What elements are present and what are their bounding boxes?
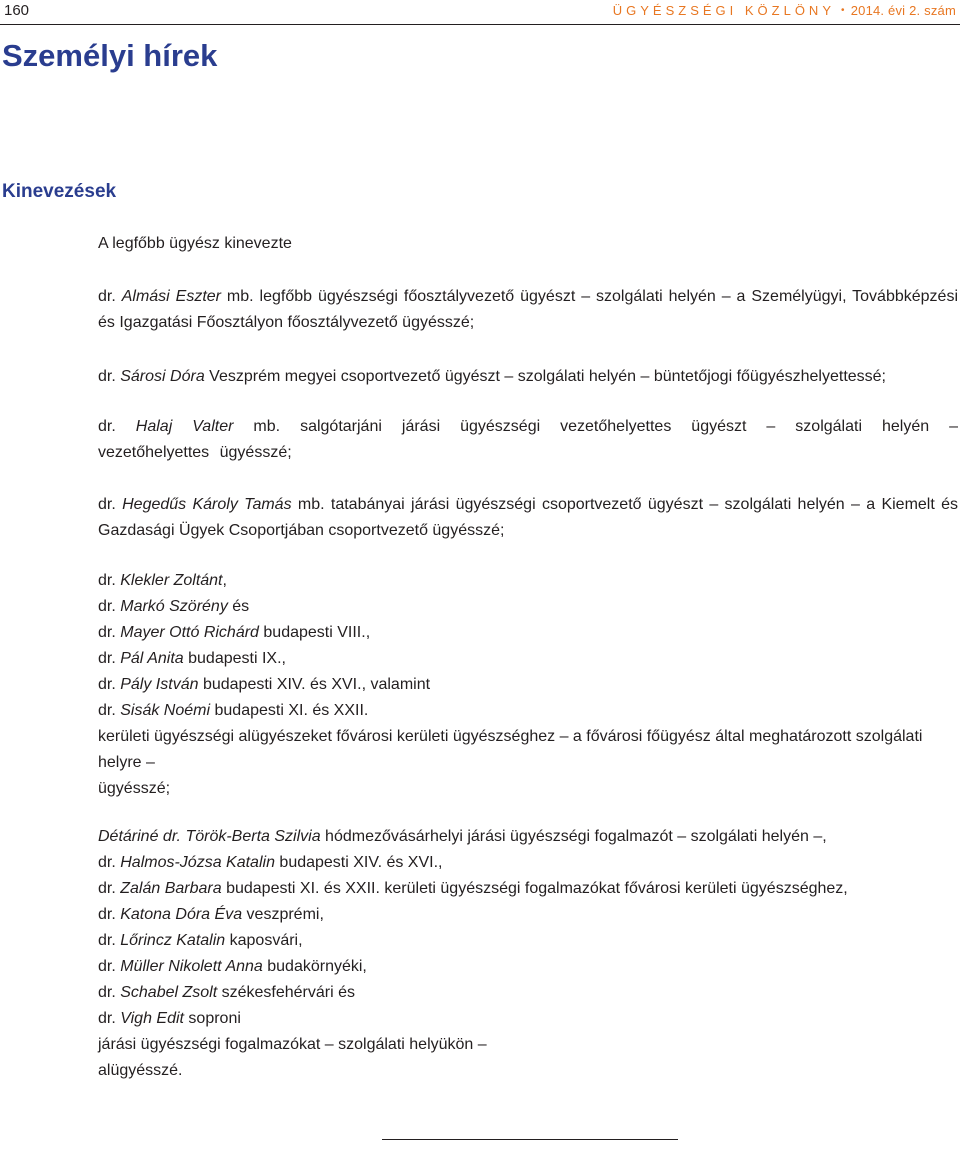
item-text: veszprémi,	[242, 906, 324, 923]
group-closing-result: alügyésszé.	[98, 1062, 183, 1079]
person-name: Pál Anita	[120, 650, 184, 667]
bullet-separator: •	[841, 5, 845, 16]
list-item	[98, 646, 958, 672]
page-number: 160	[4, 2, 30, 19]
person-name: Markó Szörény	[120, 598, 228, 615]
item-text: budapesti XI. és XXII. kerületi ügyészségi fogalmazókat fővárosi kerületi ügyészséghez,	[221, 880, 848, 897]
person-name: Hegedűs Károly Tamás	[122, 496, 292, 513]
appointment-paragraph-3	[98, 414, 958, 466]
item-text: hódmezővásárhelyi járási ügyészségi fogalmazót – szolgálati helyén –,	[320, 828, 827, 845]
person-name: Sárosi Dóra	[120, 368, 205, 385]
item-text: ,	[222, 572, 227, 589]
group-closing-text: járási ügyészségi fogalmazókat – szolgálati helyükön –	[98, 1036, 487, 1053]
list-item	[98, 980, 958, 1006]
person-name: Halmos-Józsa Katalin	[120, 854, 275, 871]
item-text: és	[227, 598, 250, 615]
name-prefix: dr.	[98, 676, 121, 693]
person-name: Katona Dóra Éva	[120, 906, 243, 923]
name-prefix: dr.	[98, 1010, 121, 1027]
list-item	[98, 1006, 958, 1032]
person-name: Almási Eszter	[121, 288, 221, 305]
person-name: Mayer Ottó Richárd	[120, 624, 259, 641]
footer-divider	[382, 1139, 678, 1140]
list-item	[98, 620, 958, 646]
group-closing-result: ügyésszé;	[98, 780, 171, 797]
list-item	[98, 902, 958, 928]
item-text: budapesti XI. és XXII.	[210, 702, 369, 719]
list-item	[98, 568, 958, 594]
person-name: Vigh Edit	[120, 1010, 184, 1027]
list-item	[98, 954, 958, 980]
name-prefix: dr.	[98, 932, 121, 949]
group-closing-text: kerületi ügyészségi alügyészeket fővárosi kerületi ügyészséghez – a fővárosi főügyész által meghatározott szolgálati helyre –	[98, 728, 923, 771]
appointment-group-1	[98, 568, 958, 802]
item-text: budakörnyéki,	[262, 958, 367, 975]
item-text: budapesti XIV. és XVI.,	[274, 854, 443, 871]
person-name: Halaj Valter	[135, 418, 234, 435]
appointment-text: mb. salgótarjáni járási ügyészségi vezetőhelyettes ügyészt – szolgálati helyén – vezetőhelyettes ügyésszé;	[98, 418, 959, 461]
list-item	[98, 672, 958, 698]
item-text: budapesti IX.,	[183, 650, 286, 667]
name-prefix: Détáriné dr.	[98, 828, 186, 845]
name-prefix: dr.	[98, 880, 121, 897]
section-title: Személyi hírek	[2, 38, 218, 73]
item-text: budapesti XIV. és XVI., valamint	[198, 676, 431, 693]
issue-label: 2014. évi 2. szám	[850, 3, 956, 18]
name-prefix: dr.	[98, 854, 121, 871]
list-item	[98, 824, 958, 850]
person-name: Schabel Zsolt	[120, 984, 218, 1001]
name-prefix: dr.	[98, 958, 121, 975]
appointment-text: mb. legfőbb ügyészségi főosztályvezető ügyészt – szolgálati helyén – a Személyügyi, Továbbképzési és Igazgatási Főosztályon főosztályvezető ügyésszé;	[98, 288, 958, 331]
person-name: Sisák Noémi	[120, 702, 211, 719]
name-prefix: dr.	[98, 984, 121, 1001]
name-prefix: dr.	[98, 572, 121, 589]
item-text: kaposvári,	[225, 932, 303, 949]
name-prefix: dr.	[98, 368, 121, 385]
appointment-paragraph-2	[98, 364, 958, 390]
appointment-text: mb. tatabányai járási ügyészségi csoportvezető ügyészt – szolgálati helyén – a Kiemelt és Gazdasági Ügyek Csoportjában csoportvezető ügyésszé;	[98, 496, 959, 539]
person-name: Zalán Barbara	[120, 880, 222, 897]
journal-name: ÜGYÉSZSÉGI KÖZLÖNY	[612, 3, 835, 18]
person-name: Müller Nikolett Anna	[120, 958, 263, 975]
appointment-text: Veszprém megyei csoportvezető ügyészt – szolgálati helyén – büntetőjogi főügyészhelyettessé;	[204, 368, 886, 385]
list-item	[98, 928, 958, 954]
subsection-title: Kinevezések	[2, 181, 117, 202]
person-name: Török-Berta Szilvia	[185, 828, 321, 845]
name-prefix: dr.	[98, 906, 121, 923]
appointment-group-2	[98, 824, 958, 1084]
person-name: Klekler Zoltánt	[120, 572, 223, 589]
name-prefix: dr.	[98, 650, 121, 667]
name-prefix: dr.	[98, 624, 121, 641]
name-prefix: dr.	[98, 418, 136, 435]
list-item	[98, 698, 958, 724]
journal-issue	[613, 3, 956, 18]
person-name: Lőrincz Katalin	[120, 932, 226, 949]
appointment-paragraph-1	[98, 284, 958, 336]
name-prefix: dr.	[98, 702, 121, 719]
list-item	[98, 876, 958, 902]
name-prefix: dr.	[98, 598, 121, 615]
list-item	[98, 850, 958, 876]
person-name: Pály István	[120, 676, 199, 693]
intro-line: A legfőbb ügyész kinevezte	[98, 235, 292, 252]
item-text: budapesti VIII.,	[258, 624, 371, 641]
item-text: székesfehérvári és	[217, 984, 356, 1001]
item-text: soproni	[183, 1010, 241, 1027]
list-item	[98, 594, 958, 620]
page-header	[0, 0, 960, 25]
name-prefix: dr.	[98, 288, 122, 305]
name-prefix: dr.	[98, 496, 123, 513]
appointment-paragraph-4	[98, 492, 958, 544]
